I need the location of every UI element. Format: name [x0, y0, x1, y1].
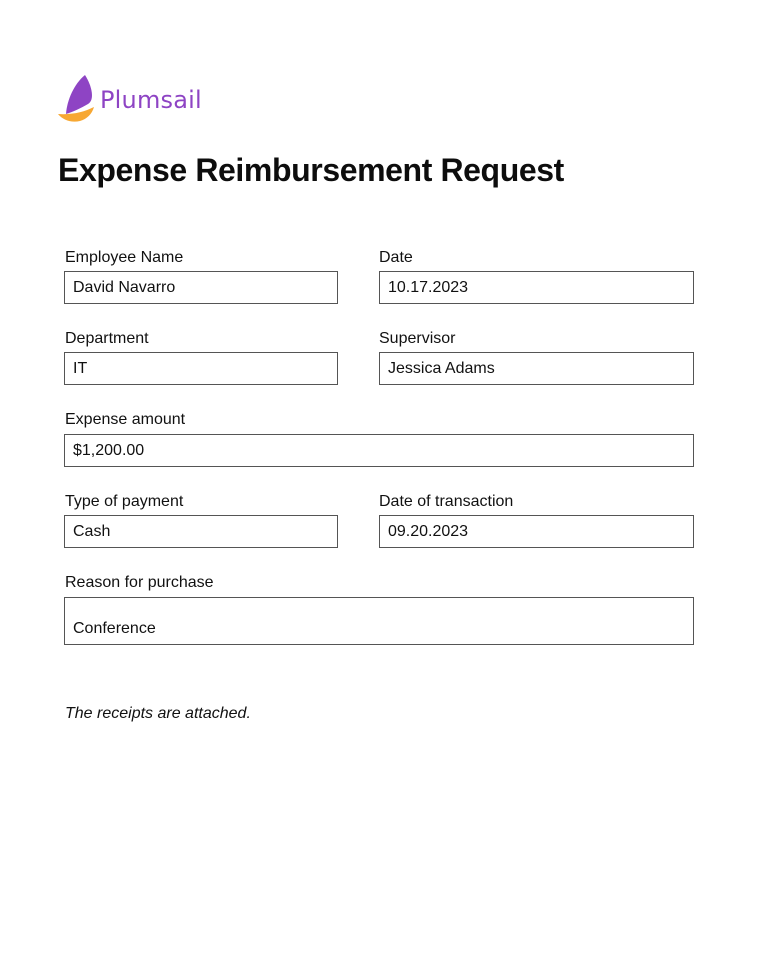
expense-amount-field[interactable]: $1,200.00	[64, 434, 694, 467]
date-of-transaction-label: Date of transaction	[379, 493, 514, 510]
plumsail-logo	[58, 74, 202, 124]
employee-name-label: Employee Name	[65, 249, 184, 266]
department-label: Department	[65, 330, 149, 347]
department-field[interactable]: IT	[64, 352, 338, 385]
logo-wordmark: Plumsail	[100, 86, 202, 114]
employee-name-field[interactable]: David Navarro	[64, 271, 338, 304]
reason-for-purchase-label: Reason for purchase	[65, 574, 214, 591]
expense-amount-label: Expense amount	[65, 411, 186, 428]
supervisor-field[interactable]: Jessica Adams	[379, 352, 694, 385]
type-of-payment-field[interactable]: Cash	[64, 515, 338, 548]
receipts-note: The receipts are attached.	[65, 705, 251, 722]
date-of-transaction-field[interactable]: 09.20.2023	[379, 515, 694, 548]
plumsail-sail-icon	[58, 74, 96, 124]
page-title: Expense Reimbursement Request	[58, 152, 564, 188]
date-label: Date	[379, 249, 413, 266]
supervisor-label: Supervisor	[379, 330, 456, 347]
reason-for-purchase-field[interactable]: Conference	[64, 597, 694, 645]
type-of-payment-label: Type of payment	[65, 493, 184, 510]
date-field[interactable]: 10.17.2023	[379, 271, 694, 304]
